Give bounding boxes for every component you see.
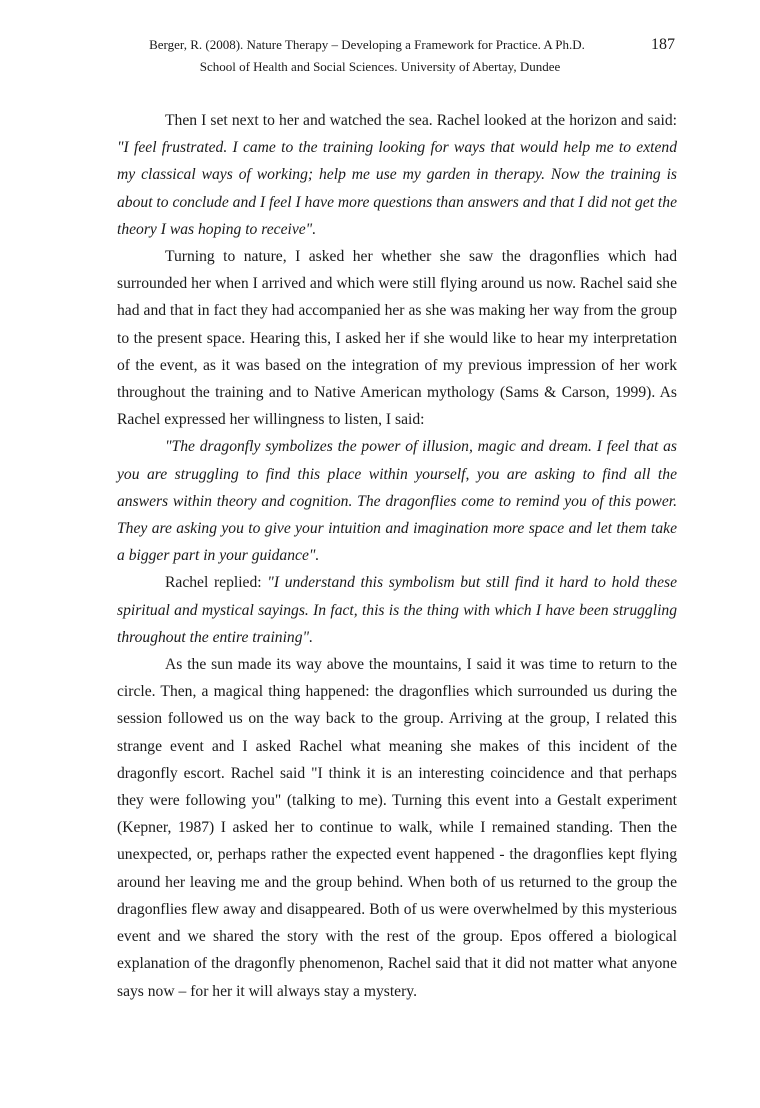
paragraph-1-quote: "I feel frustrated. I came to the training looking for ways that would help me to extend my classical ways of working; help me use my garden in therapy. Now the training is about to conclude and I feel I have more questions than answers and that I did not get the theory I was hoping to receive".	[117, 139, 677, 238]
body-text	[117, 107, 677, 1005]
paragraph-5-text: As the sun made its way above the mountains, I said it was time to return to the circle. Then, a magical thing happened: the dragonflies which surrounded us during the session followed us on the way back to the group. Arriving at the group, I related this strange event and I asked Rachel what meaning she makes of this incident of the dragonfly escort. Rachel said "I think it is an interesting coincidence and that perhaps they were following you" (talking to me). Turning this event into a Gestalt experiment (Kepner, 1987) I asked her to continue to walk, while I remained standing. Then the unexpected, or, perhaps rather the expected event happened - the dragonflies kept flying around her leaving me and the group behind. When both of us returned to the group the dragonflies flew away and disappeared. Both of us were overwhelmed by this mysterious event and we shared the story with the rest of the group. Epos offered a biological explanation of the dragonfly phenomenon, Rachel said that it did not matter what anyone says now – for her it will always stay a mystery.	[117, 656, 677, 1000]
paragraph-4	[117, 569, 677, 651]
paragraph-3	[117, 433, 677, 569]
paragraph-1	[117, 107, 677, 243]
paragraph-2-text: Turning to nature, I asked her whether she saw the dragonflies which had surrounded her when I arrived and which were still flying around us now. Rachel said she had and that in fact they had accompanied her as she was making her way from the group to the present space. Hearing this, I asked her if she would like to hear my interpretation of the event, as it was based on the integration of my previous impression of her work throughout the training and to Native American mythology (Sams & Carson, 1999). As Rachel expressed her willingness to listen, I said:	[117, 248, 677, 429]
paragraph-2	[117, 243, 677, 433]
paragraph-1-text: Then I set next to her and watched the sea. Rachel looked at the horizon and said:	[165, 112, 677, 129]
paragraph-3-quote: "The dragonfly symbolizes the power of illusion, magic and dream. I feel that as you are struggling to find this place within yourself, you are asking to find all the answers within theory and cognition. The dragonflies come to remind you of this power. They are asking you to give your intuition and imagination more space and let them take a bigger part in your guidance".	[117, 438, 677, 565]
paragraph-4-text: Rachel replied:	[165, 574, 268, 592]
page-number: 187	[651, 36, 675, 53]
paragraph-5	[117, 651, 677, 1005]
running-header	[0, 34, 760, 78]
paragraph-4-quote: "I understand this symbolism but still find it hard to hold these spiritual and mystical sayings. In fact, this is the thing with which I have been struggling throughout the entire training".	[117, 574, 678, 646]
header-institution-line: School of Health and Social Sciences. University of Abertay, Dundee	[199, 59, 561, 74]
header-citation-line: Berger, R. (2008). Nature Therapy – Developing a Framework for Practice. A Ph.D.	[149, 37, 585, 52]
